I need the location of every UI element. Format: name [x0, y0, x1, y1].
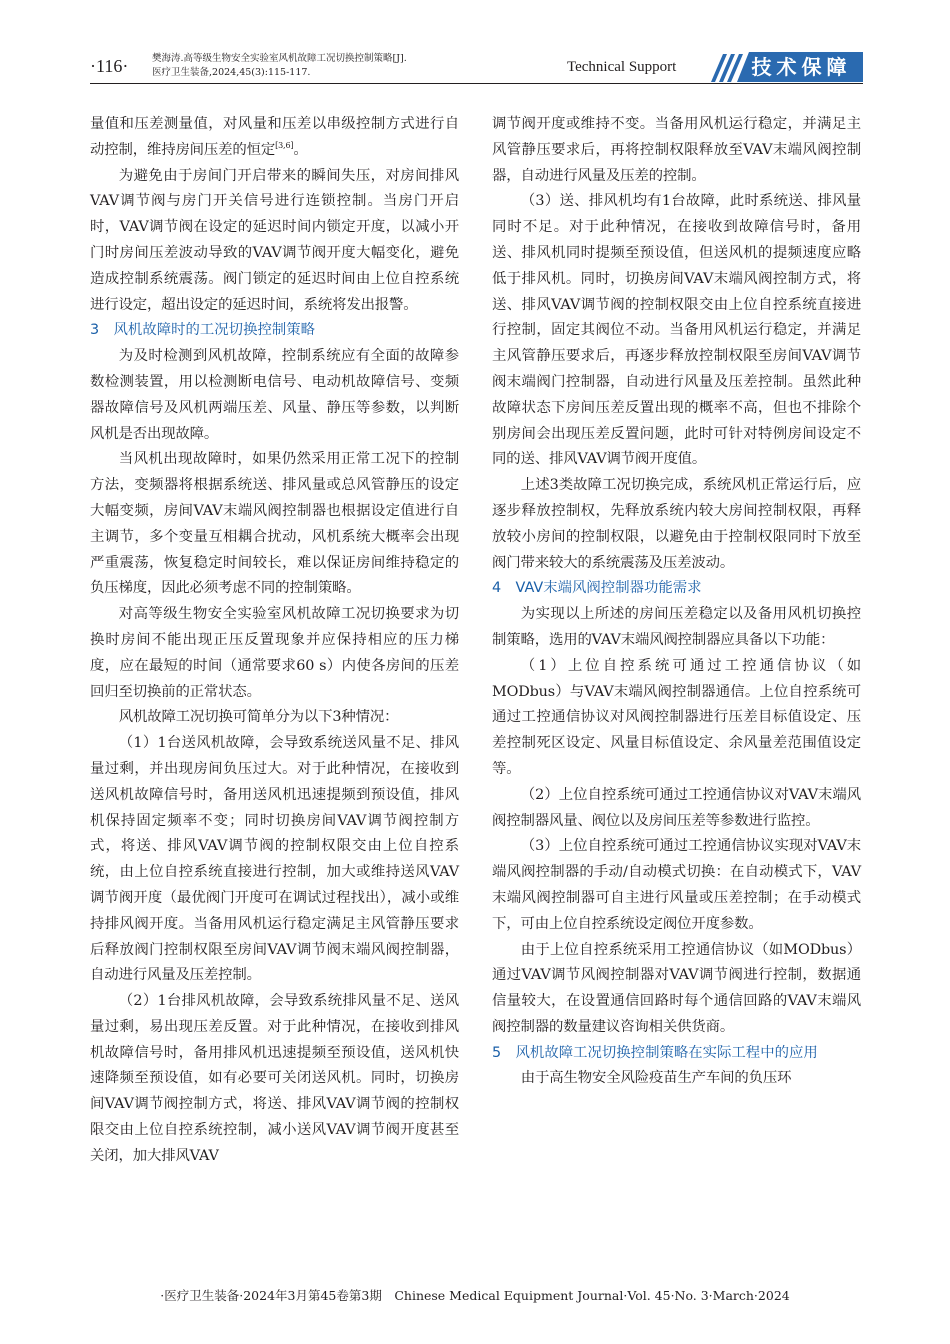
paragraph: （1）上位自控系统可通过工控通信协议（如MODbus）与VAV末端风阀控制器通信。上位自控系统可通过工控通信协议对风阀控制器进行压差目标值设定、压差控制死区设定、风量目标值设定、余风量差范围值设定等。	[492, 657, 861, 777]
paragraph: 量值和压差测量值，对风量和压差以串级控制方式进行自动控制，维持房间压差的恒定[3,6]。	[90, 116, 459, 158]
section-title-cn: 技术保障	[751, 55, 852, 79]
paragraph: 对高等级生物安全实验室风机故障工况切换要求为切换时房间不能出现正压反置现象并应保持相应的压力梯度，应在最短的时间（通常要求60 s）内使各房间的压差回归至切换前的正常状态。	[90, 606, 459, 700]
citation-line-1: 樊海涛.高等级生物安全实验室风机故障工况切换控制策略[J].	[152, 53, 407, 64]
citation	[152, 52, 407, 80]
section-heading-5: 5 风机故障工况切换控制策略在实际工程中的应用	[492, 1044, 818, 1061]
section-heading-4: 4 VAV末端风阀控制器功能需求	[492, 580, 702, 597]
paragraph: 上述3类故障工况切换完成，系统风机正常运行后，应逐步释放控制权，先释放系统内较大房间控制权限，再释放较小房间的控制权限，以避免由于控制权限同时下放至阀门带来较大的系统震荡及压差波动。	[492, 477, 861, 571]
section-badge	[703, 50, 863, 84]
paragraph: 由于上位自控系统采用工控通信协议（如MODbus）通过VAV调节风阀控制器对VAV调节阀进行控制，数据通信量较大，在设置通信回路时每个通信回路的VAV末端风阀控制器的数量建议咨询相关供货商。	[492, 941, 861, 1035]
paragraph: 当风机出现故障时，如果仍然采用正常工况下的控制方法，变频器将根据系统送、排风量或总风管静压的设定大幅变频，房间VAV末端风阀控制器也根据设定值进行自主调节，多个变量互相耦合扰动，风机系统大概率会出现严重震荡，恢复稳定时间较长，难以保证房间维持稳定的负压梯度，因此必须考虑不同的控制策略。	[90, 451, 459, 597]
paragraph: （2）1台排风机故障，会导致系统排风量不足、送风量过剩，易出现压差反置。对于此种情况，在接收到排风机故障信号时，备用排风机迅速提频至预设值，送风机快速降频至预设值，如有必要可关闭送风机。同时，切换房间VAV调节阀控制方式，将送、排风VAV调节阀的控制权限交由上位自控系统控制，减小送风VAV调节阀开度甚至关闭，加大排风VAV	[90, 993, 459, 1164]
citation-line-2: 医疗卫生装备,2024,45(3):115-117.	[152, 67, 311, 78]
section-title-en: Technical Support	[567, 59, 677, 75]
left-column	[90, 112, 459, 1170]
paragraph: 为实现以上所述的房间压差稳定以及备用风机切换控制策略，选用的VAV末端风阀控制器应具备以下功能：	[492, 606, 861, 648]
paragraph: 为及时检测到风机故障，控制系统应有全面的故障参数检测装置，用以检测断电信号、电动机故障信号、变频器故障信号及风机两端压差、风量、静压等参数，以判断风机是否出现故障。	[90, 348, 459, 442]
section-heading-3: 3 风机故障时的工况切换控制策略	[90, 322, 316, 339]
paragraph: 调节阀开度或维持不变。当备用风机运行稳定，并满足主风管静压要求后，再将控制权限释放至VAV末端风阀控制器，自动进行风量及压差的控制。	[492, 116, 861, 184]
paragraph: （1）1台送风机故障，会导致系统送风量不足、排风量过剩，并出现房间负压过大。对于此种情况，在接收到送风机故障信号时，备用送风机迅速提频到预设值，排风机保持固定频率不变；同时切换房间VAV调节阀控制方式，将送、排风VAV调节阀的控制权限交由上位自控系统，由上位自控系统直接进行控制，加大或维持送风VAV调节阀开度（最优阀门开度可在调试过程找出），减小或维持排风阀开度。当备用风机运行稳定满足主风管静压要求后释放阀门控制权限至房间VAV调节阀末端风阀控制器，自动进行风量及压差控制。	[90, 735, 459, 984]
page-footer: ·医疗卫生装备·2024年3月第45卷第3期 Chinese Medical Equipment Journal·Vol. 45·No. 3·March·2024	[160, 1288, 790, 1303]
paragraph: （2）上位自控系统可通过工控通信协议对VAV末端风阀控制器风量、阀位以及房间压差等参数进行监控。	[492, 786, 861, 829]
page-number: ·116·	[90, 56, 129, 76]
paragraph: （3）送、排风机均有1台故障，此时系统送、排风量同时不足。对于此种情况，在接收到故障信号时，备用送、排风机同时提频至预设值，但送风机的提频速度应略低于排风机。同时，切换房间VAV末端风阀控制方式，将送、排风VAV调节阀的控制权限交由上位自控系统直接进行控制，固定其阀位不动。当备用风机运行稳定，并满足主风管静压要求后，再逐步释放控制权限至房间VAV调节阀末端阀门控制器，自动进行风量及压差控制。虽然此种故障状态下房间压差反置出现的概率不高，但也不排除个别房间会出现压差反置问题，此时可针对特例房间设定不同的送、排风VAV调节阀开度值。	[492, 193, 861, 468]
paragraph: （3）上位自控系统可通过工控通信协议实现对VAV末端风阀控制器的手动/自动模式切换：在自动模式下，VAV末端风阀控制器可自主进行风量或压差控制；在手动模式下，可由上位自控系统设定阀位开度参数。	[492, 838, 861, 932]
reference-marker: [3,6]	[275, 141, 294, 150]
paragraph: 为避免由于房间门开启带来的瞬间失压，对房间排风VAV调节阀与房门开关信号进行连锁控制。当房门开启时，VAV调节阀在设定的延迟时间内锁定开度，以减小开门时房间压差波动导致的VAV调节阀开度大幅变化，避免造成控制系统震荡。阀门锁定的延迟时间由上位自控系统进行设定，超出设定的延迟时间，系统将发出报警。	[90, 167, 459, 313]
paragraph: 风机故障工况切换可简单分为以下3种情况：	[118, 709, 399, 726]
header-rule	[90, 83, 863, 84]
right-column	[492, 112, 861, 1092]
page-header	[0, 0, 950, 90]
paragraph: 由于高生物安全风险疫苗生产车间的负压环	[520, 1070, 792, 1087]
